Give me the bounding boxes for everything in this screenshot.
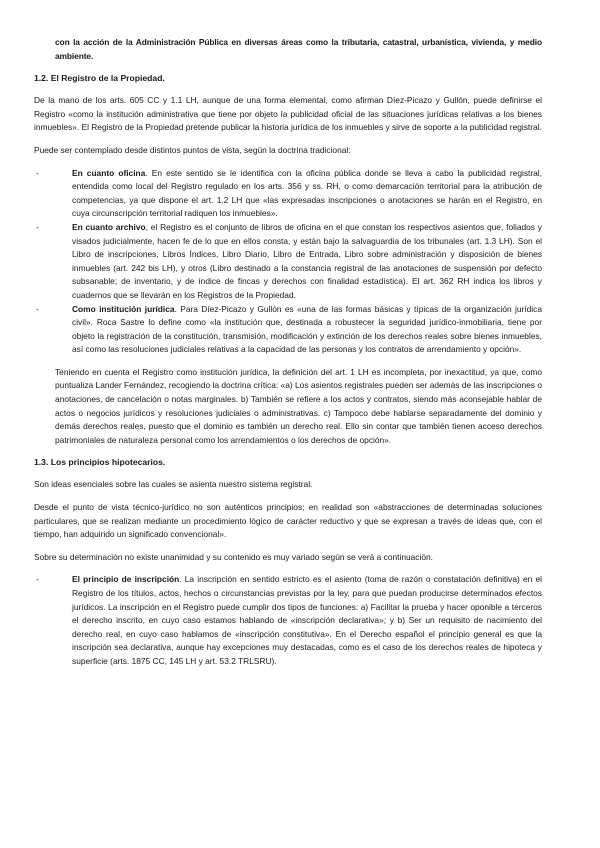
list-item-text: . En este sentido se le identifica con la oficina pública donde se lleva a cabo la publicidad registral, entendida como local del Registro regulado en los arts. 356 y ss. RH, o como demarcación territorial para la atribución de competencias, ya que dispone el art. 1.2 LH que «las expresadas inscripciones o anotaciones se harán en el Registro, en cuya circunscripción territorial radiquen los inmuebles».: [72, 167, 542, 219]
list-item-text: , el Registro es el conjunto de libros de oficina en el que constan los respectivos asientos que, foliados y visados judicialmente, hacen fe de lo que en ellos consta, y están bajo la salvaguardia de los tribunales (art. 1.3 LH). Son el Libro de inscripciones, Libros Índices, Libro Diario, Libro de Entrada, Libro sobre administración y disposición de bienes inmuebles (art. 242 bis LH), y otros (Libro destinado a la constancia registral de las anotaciones de suspensión por defecto subsanable; de inventario, y de índice de fincas y derechos con finalidad estadística). El art. 362 RH indica los libros y cuadernos que se llevarán en los Registros de la Propiedad.: [72, 221, 542, 300]
dash-bullet: -: [36, 167, 39, 178]
list-item-term: En cuanto oficina: [72, 167, 146, 178]
section-heading-principios: 1.3. Los principios hipotecarios.: [34, 457, 166, 468]
list-item: [34, 167, 542, 221]
dash-bullet: -: [36, 303, 39, 314]
list-item-text: . La inscripción en sentido estricto es el asiento (toma de razón o constatación definitiva) en el Registro de los títulos, actos, hechos o circunstancias previstas por la ley, para que puedan producirse determinados efectos jurídicos. La inscripción en el Registro puede cumplir dos tipos de funciones: a) Facilitar la prueba y hacer oponible a terceros el derecho inscrito, en cuyo caso estamos hablando de «inscripción declarativa»; y b) Ser un requisito de nacimiento del derecho real, en cuyo caso hablamos de «inscripción constitutiva». En el Derecho español el principio general es que la inscripción sea declarativa, aunque hay excepciones muy destacadas, como es el caso de los derechos reales de hipoteca y superficie (arts. 1875 CC, 145 LH y art. 53.2 TRLSRU).: [72, 574, 542, 666]
bullet-list: [34, 573, 542, 668]
list-item-term: El principio de inscripción: [72, 574, 180, 585]
bullet-list: [34, 167, 542, 357]
list-item: [34, 303, 542, 357]
paragraph: Desde el punto de vista técnico-jurídico no son auténticos principios; en realidad son «abstracciones de determinadas soluciones particulares, que se realizan mediante un procedimiento lógico de carácter reductivo y que se expresan a través de ideas que, con el tiempo, han adquirido un significado convencional».: [34, 502, 542, 540]
paragraph: De la mano de los arts. 605 CC y 1.1 LH, aunque de una forma elemental, como afirman Díez-Picazo y Gullón, puede definirse el Registro «como la institución administrativa que tiene por objeto la publicidad oficial de las situaciones jurídicas relativas a los bienes inmuebles». El Registro de la Propiedad pretende publicar la historia jurídica de los inmuebles y sirve de soporte a la publicidad registral.: [34, 95, 542, 133]
section-heading-registro: 1.2. El Registro de la Propiedad.: [34, 73, 165, 84]
paragraph: Sobre su determinación no existe unanimidad y su contenido es muy variado según se verá a continuación.: [34, 551, 433, 562]
list-item-term: En cuanto archivo: [72, 221, 146, 232]
list-item-term: Como institución jurídica: [72, 303, 175, 314]
list-item: [34, 573, 542, 668]
dash-bullet: -: [36, 574, 39, 585]
list-item-text: . Para Díez-Picazo y Gullón es «una de las formas básicas y típicas de la organización jurídica civil». Roca Sastre lo define como «la institución que, destinada a robustecer la seguridad jurídico-inmobiliaria, tiene por objeto la registración de la constitución, transmisión, modificación y extinción de los derechos reales sobre bienes inmuebles, así como las resoluciones judiciales relativas a la capacidad de las personas y los contratos de arrendamiento y opción».: [72, 303, 542, 355]
list-item: [34, 221, 542, 303]
paragraph: Son ideas esenciales sobre las cuales se asienta nuestro sistema registral.: [34, 479, 313, 490]
continued-text: con la acción de la Administración Pública en diversas áreas como la tributaria, catastral, urbanística, vivienda, y medio ambiente.: [55, 37, 542, 61]
paragraph: Puede ser contemplado desde distintos puntos de vista, según la doctrina tradicional:: [34, 144, 351, 155]
dash-bullet: -: [36, 221, 39, 232]
paragraph: Teniendo en cuenta el Registro como institución jurídica, la definición del art. 1 LH es incompleta, por inexactitud, ya que, como puntualiza Lander Fernández, recogiendo la doctrina crítica: «a) Los asientos registrales pueden ser además de las inscripciones o anotaciones, de cancelación o notas marginales. b) También se refiere a los actos y contratos, siendo más aconsejable hablar de actos o negocios jurídicos y resoluciones judiciales o administrativas. c) Tampoco debe hablarse separadamente del dominio y demás derechos reales, puesto que el dominio es también un derecho real. Ello sin contar que también tienen acceso derechos patrimoniales de naturaleza personal como los arrendamientos o los derechos de opción».: [55, 366, 542, 445]
